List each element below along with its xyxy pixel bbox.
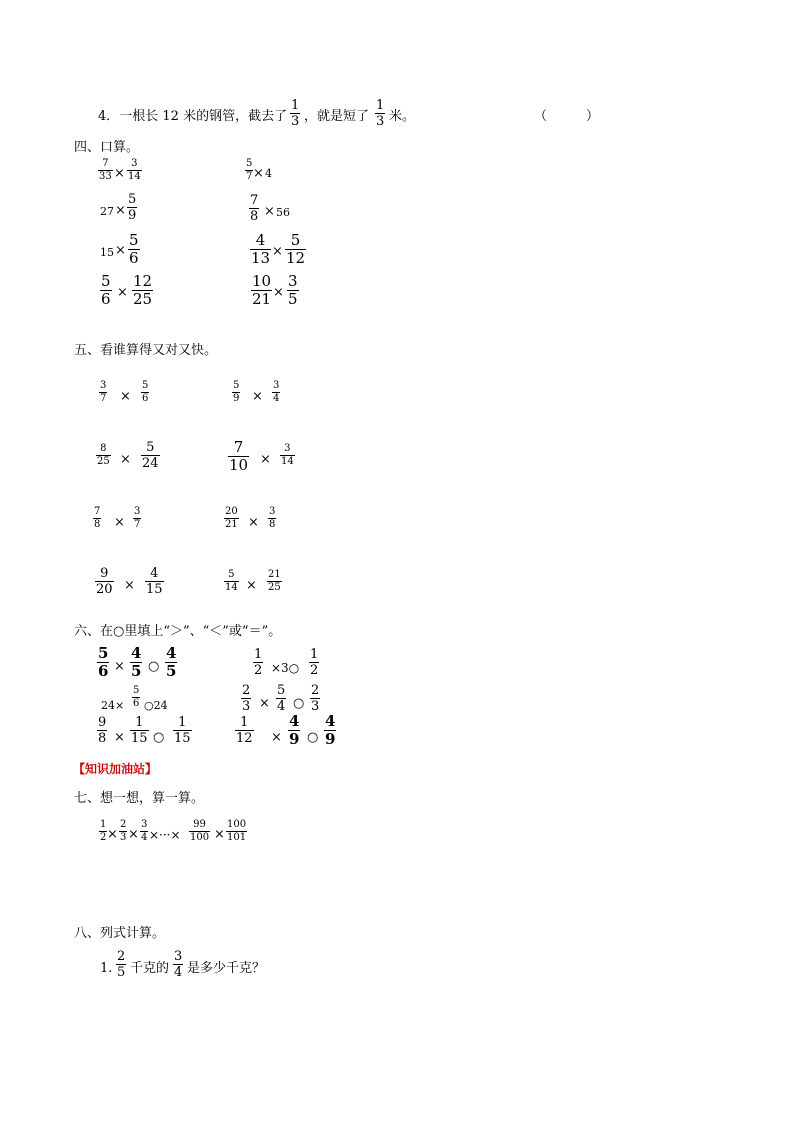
- s6-r2l-frac-b: 5 6: [133, 685, 140, 709]
- s7-term-5: 100 101: [227, 819, 247, 843]
- s5-item8-frac-a: 5 14: [225, 569, 238, 593]
- s4-item1-frac-a: 7 33: [99, 158, 112, 182]
- q4-middle: ，就是短了: [304, 109, 370, 124]
- s5-item2-frac-a: 5 9: [233, 380, 240, 404]
- s4-item8-frac-b: 3 5: [288, 272, 298, 308]
- times-sign: ×: [246, 578, 257, 593]
- compare-circle[interactable]: ○: [148, 659, 160, 674]
- times-sign: ×: [271, 730, 282, 745]
- s6-r3l-frac-a: 9 8: [98, 715, 107, 746]
- s5-item4-frac-b: 3 14: [281, 443, 294, 467]
- s5-item7-frac-b: 4 15: [146, 566, 163, 597]
- times-sign: ×: [124, 578, 135, 593]
- times-sign: ×: [117, 285, 128, 300]
- q4-fraction-2: 1 3: [376, 98, 385, 129]
- s5-item7-frac-a: 9 20: [96, 566, 113, 597]
- s6-r1l-frac-b: 4 5: [131, 644, 142, 680]
- q4-fraction-1: 1 3: [291, 98, 300, 129]
- section-5-title: 五、看谁算得又对又快。: [74, 343, 218, 358]
- section-7-title: 七、想一想，算一算。: [74, 791, 205, 806]
- s6-r2r-frac-c: 2 3: [311, 683, 320, 714]
- times-sign: ×: [114, 166, 125, 181]
- s8-q1-prefix: 1.: [100, 961, 113, 976]
- times-sign: ×: [115, 203, 126, 218]
- s4-item8-frac-a: 10 21: [252, 272, 272, 308]
- s6-r2l-post[interactable]: ○24: [144, 699, 168, 712]
- s6-r2r-frac-b: 5 4: [277, 683, 286, 714]
- s5-item5-frac-a: 7 8: [94, 506, 101, 530]
- s8-q1-frac-2: 3 4: [174, 949, 183, 980]
- s7-term-1: 1 2: [100, 819, 107, 843]
- s6-r1r-mid[interactable]: ×3○: [271, 661, 300, 675]
- times-sign: ×: [120, 452, 131, 467]
- s4-item2-int-b: 4: [265, 167, 272, 180]
- s6-r3l-frac-b: 1 15: [131, 715, 148, 746]
- times-sign: ×: [273, 285, 284, 300]
- s6-r1l-frac-a: 5 6: [98, 644, 109, 680]
- compare-circle[interactable]: ○: [293, 696, 305, 711]
- times-sign: ×: [260, 452, 271, 467]
- s7-term-4: 99 100: [190, 819, 210, 843]
- times-sign: ×: [253, 166, 264, 181]
- s6-r3l-frac-c: 1 15: [174, 715, 191, 746]
- times-sign: ×: [115, 243, 126, 258]
- q4-suffix: 米。: [389, 109, 416, 124]
- times-sign: ×: [107, 827, 118, 842]
- s6-r3r-frac-b: 4 9: [289, 712, 300, 748]
- times-sign: ×: [114, 730, 125, 745]
- s5-item3-frac-a: 8 25: [97, 443, 110, 467]
- s7-term-2: 2 3: [120, 819, 127, 843]
- times-sign: ×: [248, 515, 259, 530]
- s4-item5-int-a: 15: [100, 246, 114, 259]
- s5-item8-frac-b: 21 25: [268, 569, 281, 593]
- s6-r2l-pre: 24×: [101, 699, 125, 712]
- s4-item2-frac-a: 5 7: [246, 158, 253, 182]
- times-sign: ×: [272, 244, 283, 259]
- s6-r2r-frac-a: 2 3: [242, 683, 251, 714]
- times-sign: ×: [252, 389, 263, 404]
- s4-item6-frac-a: 4 13: [251, 231, 271, 267]
- s4-item3-int-a: 27: [100, 205, 114, 218]
- s4-item5-frac-b: 5 6: [129, 231, 139, 267]
- times-sign: ×: [214, 827, 225, 842]
- s5-item6-frac-a: 20 21: [225, 506, 238, 530]
- compare-circle[interactable]: ○: [153, 730, 165, 745]
- s6-r3r-frac-a: 1 12: [236, 715, 253, 746]
- s6-r3r-frac-c: 4 9: [325, 712, 336, 748]
- section-8-title: 八、列式计算。: [74, 926, 166, 941]
- q4-prefix: 4．一根长 12 米的钢管，截去了: [98, 109, 288, 124]
- s7-term-3: 3 4: [141, 819, 148, 843]
- s4-item4-frac-a: 7 8: [250, 193, 259, 224]
- times-sign: ×: [120, 389, 131, 404]
- s5-item2-frac-b: 3 4: [273, 380, 280, 404]
- s4-item6-frac-b: 5 12: [286, 231, 306, 267]
- s5-item1-frac-b: 5 6: [142, 380, 149, 404]
- s4-item7-frac-a: 5 6: [101, 272, 111, 308]
- times-sign: ×: [264, 204, 275, 219]
- s4-item3-frac-b: 5 9: [128, 192, 137, 223]
- s6-r1r-frac-c: 1 2: [310, 647, 319, 678]
- s5-item5-frac-b: 3 7: [134, 506, 141, 530]
- s4-item1-frac-b: 3 14: [128, 158, 141, 182]
- s8-q1-suffix: 是多少千克？: [187, 961, 266, 976]
- compare-circle[interactable]: ○: [307, 730, 319, 745]
- times-sign: ×: [259, 696, 270, 711]
- section-4-title: 四、口算。: [74, 140, 140, 155]
- times-sign: ×: [114, 659, 125, 674]
- s6-r1r-frac-a: 1 2: [254, 647, 263, 678]
- s4-item7-frac-b: 12 25: [133, 272, 153, 308]
- s6-r1l-frac-c: 4 5: [166, 644, 177, 680]
- s8-q1-mid: 千克的: [130, 961, 170, 976]
- knowledge-tip-label: 【知识加油站】: [73, 762, 158, 776]
- s7-ellipsis: ×···×: [149, 828, 181, 842]
- s4-item4-int-b: 56: [276, 206, 290, 219]
- times-sign: ×: [114, 515, 125, 530]
- s8-q1-frac-1: 2 5: [117, 949, 126, 980]
- section-6-title: 六、在○里填上“＞”、“＜”或“＝”。: [74, 624, 282, 639]
- s5-item1-frac-a: 3 7: [100, 380, 107, 404]
- q4-answer-paren[interactable]: （ ）: [534, 109, 600, 124]
- s5-item6-frac-b: 3 8: [269, 506, 276, 530]
- times-sign: ×: [128, 827, 139, 842]
- s5-item4-frac-a: 7 10: [229, 438, 249, 474]
- s5-item3-frac-b: 5 24: [142, 440, 159, 471]
